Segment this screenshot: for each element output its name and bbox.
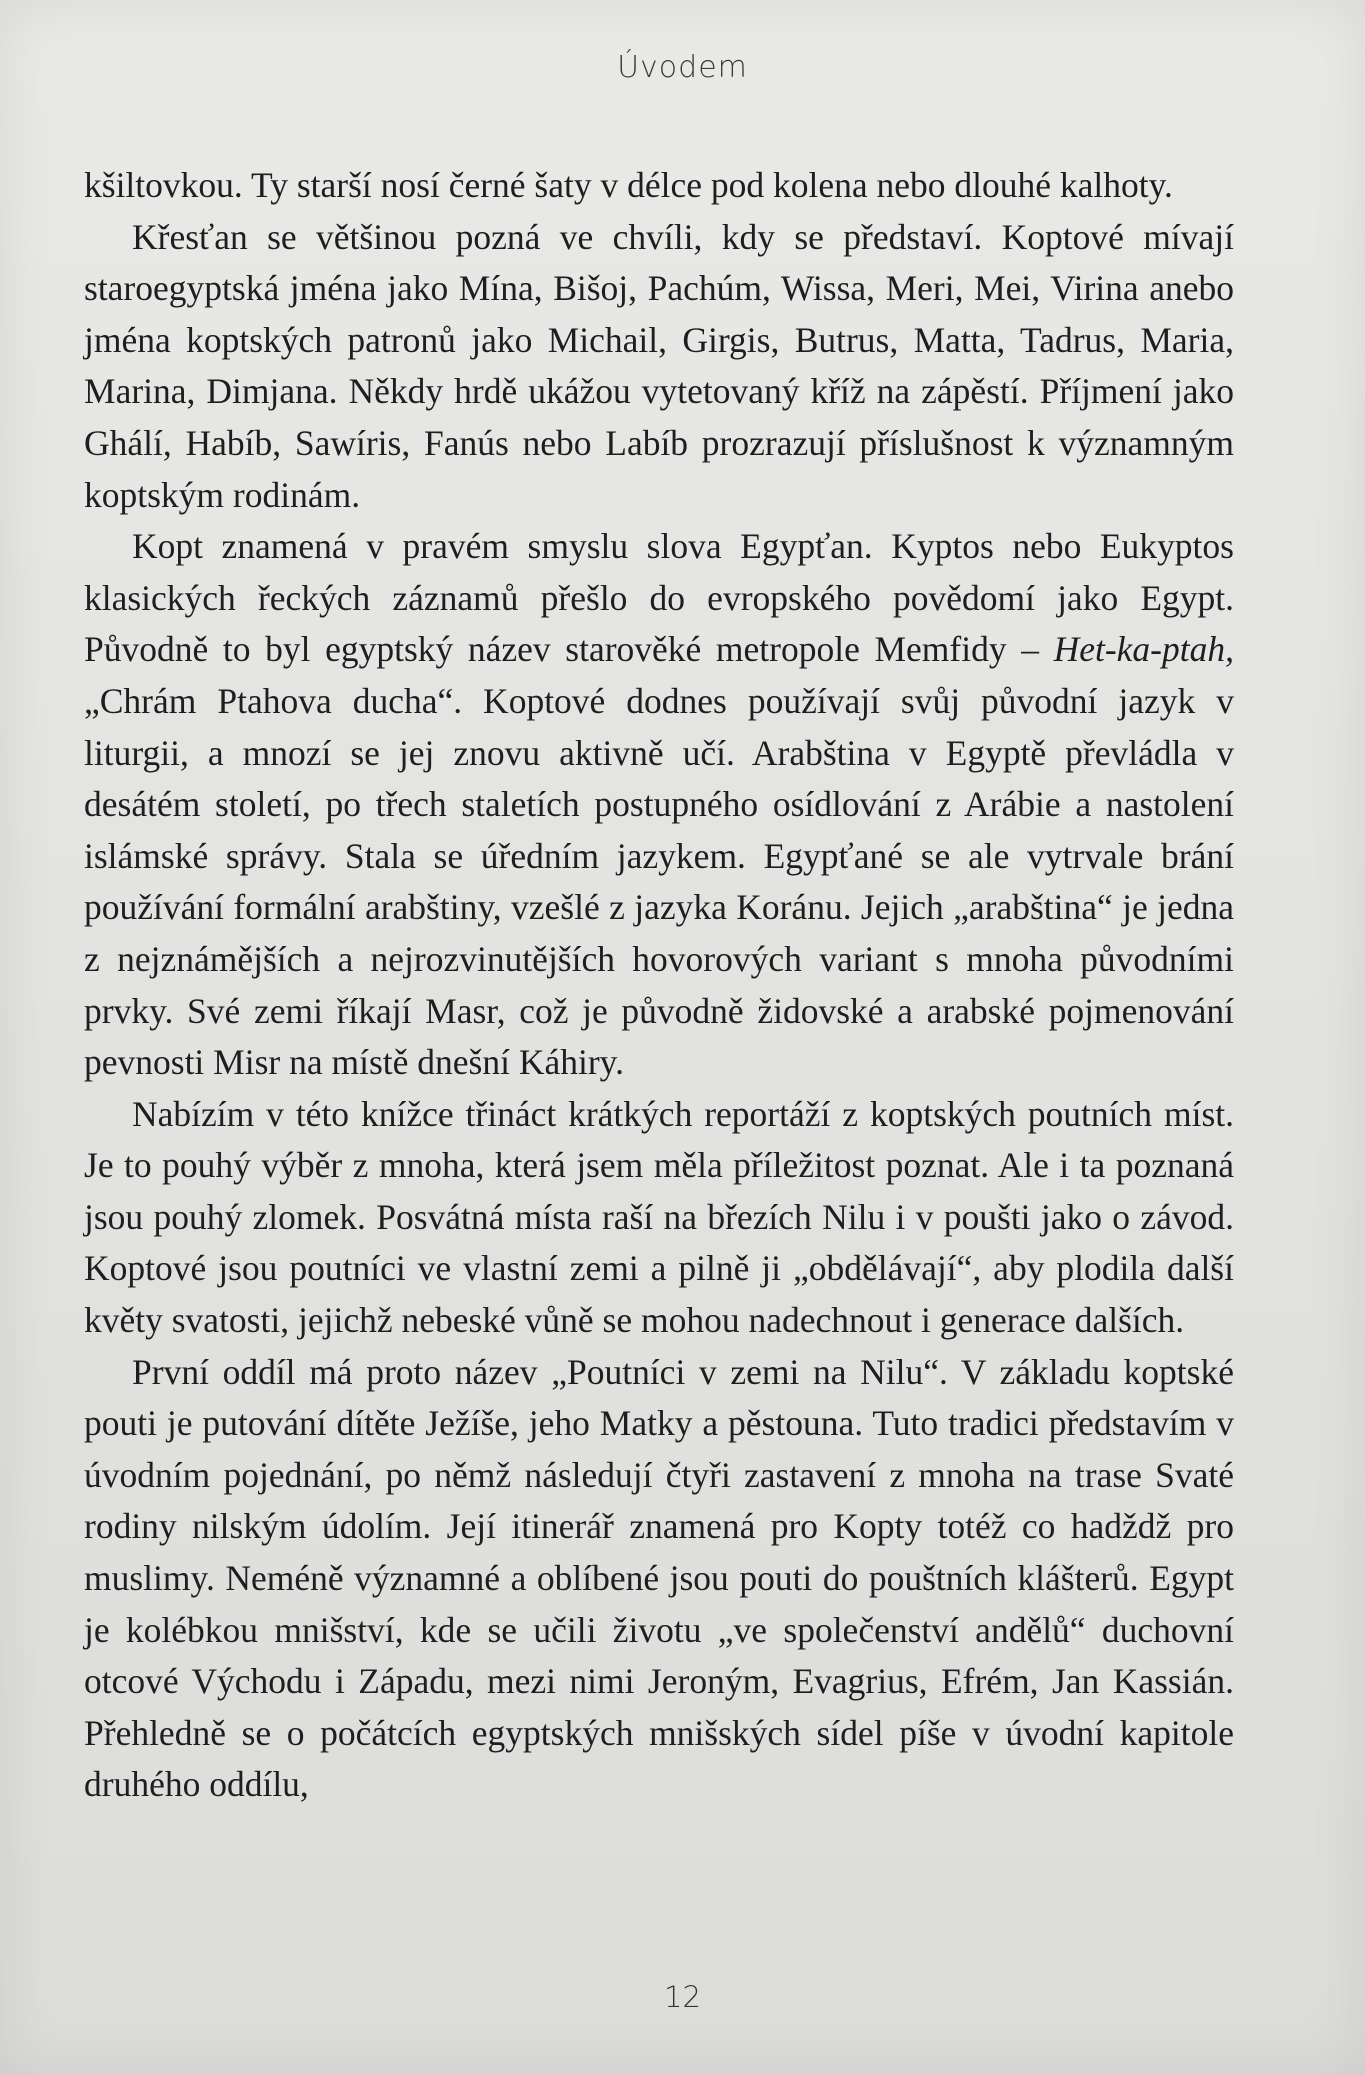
paragraph [84,521,1234,1089]
paragraph-continued: kšiltovkou. Ty starší nosí černé šaty v délce pod kolena nebo dlouhé kalhoty. [84,165,1173,205]
paragraph: Nabízím v této knížce třináct krátkých reportáží z koptských poutních míst. Je to pouhý výběr z mnoha, která jsem měla příležitost poznat. Ale i ta poznaná jsou pouhý zlomek. Posvátná místa raší na březích Nilu i v poušti jako o závod. Koptové jsou poutníci ve vlastní zemi a pilně ji „obdělávají“, aby plodila další květy svatosti, jejichž nebeské vůně se mohou nadechnout i generace dalších. [84,1093,1234,1341]
paragraph-text: „Chrám Ptahova ducha“. Koptové dodnes používají svůj původní jazyk v liturgii, a mnozí se jej znovu aktivně učí. Arabština v Egyptě převládla v desátém století, po třech staletích postupného osídlování z Arábie a nastolení islámské správy. Stala se úředním jazykem. Egypťané se ale vytrvale brání používání formální arabštiny, vzešlé z jazyka Koránu. Jejich „arabština“ je jedna z nejznámějších a nejrozvinutějších hovorových variant s mnoha původními prvky. Své zemi říkají Masr, což je původně židovské a arabské pojmenování pevnosti Misr na místě dnešní Káhiry. [84,680,1234,1083]
paragraph-text: Kopt znamená v pravém smyslu slova Egypťan. Kyptos nebo Eukyptos klasických řeckých záznamů přešlo do evropského povědomí jako Egypt. Původně to byl egyptský název starověké metropole Memfidy – [84,526,1234,670]
body-text [84,160,1234,1811]
paragraph: Křesťan se většinou pozná ve chvíli, kdy se představí. Koptové mívají staroegyptská jména jako Mína, Bišoj, Pachúm, Wissa, Meri, Mei, Virina anebo jména koptských patronů jako Michail, Girgis, Butrus, Matta, Tadrus, Maria, Marina, Dimjana. Někdy hrdě ukážou vytetovaný kříž na zápěstí. Příjmení jako Ghálí, Habíb, Sawíris, Fanús nebo Labíb prozrazují příslušnost k významným koptským rodinám. [84,216,1234,515]
page-number: 12 [664,1980,701,2014]
italic-term: Het-ka-ptah, [1053,629,1234,670]
paragraph: První oddíl má proto název „Poutníci v zemi na Nilu“. V základu koptské pouti je putování dítěte Ježíše, jeho Matky a pěstouna. Tuto tradici představím v úvodním pojednání, po němž následují čtyři zastavení z mnoha na trase Svaté rodiny nilským údolím. Její itinerář znamená pro Kopty totéž co hadždž pro muslimy. Neméně významné a oblíbené jsou pouti do pouštních klášterů. Egypt je kolébkou mnišství, kde se učili životu „ve společenství andělů“ duchovní otcové Východu i Západu, mezi nimi Jeroným, Evagrius, Efrém, Jan Kassián. Přehledně se o počátcích egyptských mnišských sídel píše v úvodní kapitole druhého oddílu, [84,1351,1234,1805]
running-header: Úvodem [617,50,748,85]
